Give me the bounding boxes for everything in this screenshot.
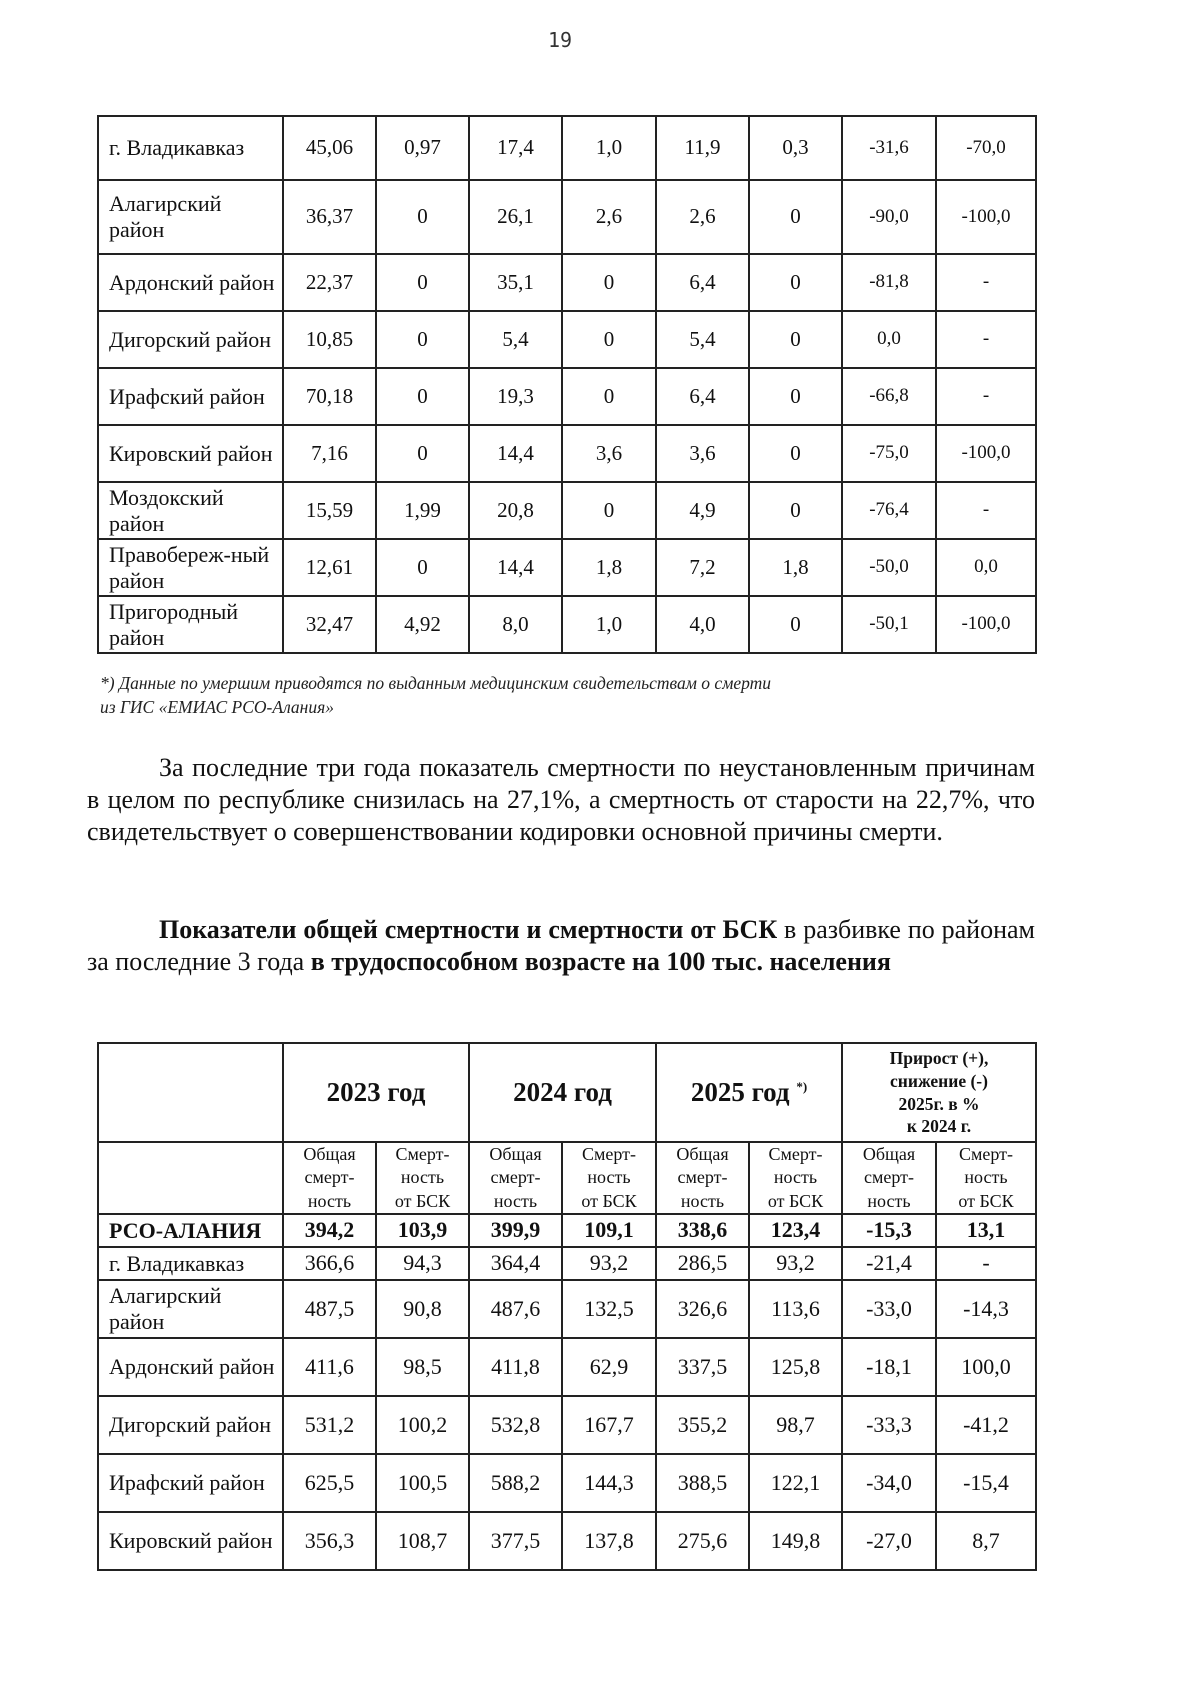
value-cell: - <box>936 482 1036 539</box>
subheader-cvd-mortality <box>936 1142 1036 1214</box>
subheader-line: Общая <box>489 1144 542 1164</box>
value-cell: 13,1 <box>936 1214 1036 1247</box>
value-cell: 45,06 <box>283 116 376 180</box>
value-cell: 10,85 <box>283 311 376 368</box>
footnote-line: *) Данные по умершим приводятся по выданным медицинским свидетельствам о смерти <box>100 673 772 693</box>
value-cell: 1,8 <box>749 539 842 596</box>
value-cell: 4,92 <box>376 596 469 653</box>
working-age-mortality-table <box>97 1042 1037 1571</box>
table-row <box>98 1280 1036 1338</box>
value-cell: 90,8 <box>376 1280 469 1338</box>
value-cell: 0 <box>376 425 469 482</box>
subheader-line: ность <box>400 1167 445 1188</box>
value-cell: 0 <box>376 311 469 368</box>
value-cell: 394,2 <box>283 1214 376 1247</box>
value-cell: -75,0 <box>842 425 936 482</box>
value-cell: -100,0 <box>936 425 1036 482</box>
value-cell: 11,9 <box>656 116 749 180</box>
value-cell: 2,6 <box>562 180 656 254</box>
value-cell: 377,5 <box>469 1512 562 1570</box>
page-number: 19 <box>547 28 573 52</box>
value-cell: -90,0 <box>842 180 936 254</box>
caption-bold-part: в трудоспособном возрасте на 100 тыс. населения <box>310 947 891 976</box>
caption-bold-part: Показатели общей смертности и смертности от БСК <box>159 915 778 944</box>
value-cell: -66,8 <box>842 368 936 425</box>
region-cell: Ардонский район <box>98 1338 283 1396</box>
subheader-line: ность <box>773 1167 818 1188</box>
value-cell: 3,6 <box>562 425 656 482</box>
region-cell: Ардонский район <box>98 254 283 311</box>
subheader-total-mortality <box>469 1142 562 1214</box>
table-row <box>98 482 1036 539</box>
table-header-row <box>98 1043 1036 1142</box>
table-row <box>98 116 1036 180</box>
subheader-line: ность <box>307 1190 352 1211</box>
subheader-line: ность <box>867 1190 911 1211</box>
value-cell: 1,99 <box>376 482 469 539</box>
value-cell: 0 <box>562 482 656 539</box>
footnote-line: из ГИС «ЕМИАС РСО-Алания» <box>100 696 334 717</box>
value-cell: 0,3 <box>749 116 842 180</box>
year-header: 2024 год <box>469 1043 656 1142</box>
value-cell: 487,5 <box>283 1280 376 1338</box>
subheader-line: Смерт- <box>581 1144 636 1164</box>
table-row <box>98 1338 1036 1396</box>
value-cell: 0,97 <box>376 116 469 180</box>
value-cell: 14,4 <box>469 425 562 482</box>
growth-header-line: снижение (-) <box>890 1070 988 1091</box>
value-cell: 0 <box>376 254 469 311</box>
table-row <box>98 311 1036 368</box>
value-cell: 123,4 <box>749 1214 842 1247</box>
value-cell: 62,9 <box>562 1338 656 1396</box>
value-cell: 14,4 <box>469 539 562 596</box>
value-cell: 12,61 <box>283 539 376 596</box>
value-cell: 326,6 <box>656 1280 749 1338</box>
value-cell: - <box>936 254 1036 311</box>
value-cell: -41,2 <box>936 1396 1036 1454</box>
region-cell: Моздокский район <box>98 482 283 539</box>
value-cell: 7,2 <box>656 539 749 596</box>
caption-normal-part: в разбивке по районам за последние 3 года <box>87 915 1035 976</box>
table-row <box>98 1396 1036 1454</box>
value-cell: 6,4 <box>656 368 749 425</box>
region-cell: РСО-АЛАНИЯ <box>98 1214 283 1247</box>
value-cell: 0 <box>749 368 842 425</box>
subheader-line: Смерт- <box>395 1144 450 1164</box>
value-cell: 32,47 <box>283 596 376 653</box>
value-cell: 17,4 <box>469 116 562 180</box>
growth-header-line: Прирост (+), <box>889 1048 989 1068</box>
value-cell: 7,16 <box>283 425 376 482</box>
subheader-line: смерт- <box>304 1167 355 1188</box>
value-cell: 399,9 <box>469 1214 562 1247</box>
value-cell: 36,37 <box>283 180 376 254</box>
value-cell: -34,0 <box>842 1454 936 1512</box>
region-cell: Дигорский район <box>98 311 283 368</box>
subheader-line: ность <box>587 1167 631 1188</box>
value-cell: 122,1 <box>749 1454 842 1512</box>
subheader-line: ность <box>964 1167 1008 1188</box>
year-header: 2023 год <box>283 1043 469 1142</box>
value-cell: 167,7 <box>562 1396 656 1454</box>
value-cell: -15,4 <box>936 1454 1036 1512</box>
value-cell: -33,3 <box>842 1396 936 1454</box>
subheader-line: Смерт- <box>768 1144 823 1164</box>
value-cell: 487,6 <box>469 1280 562 1338</box>
subheader-line: от БСК <box>394 1190 451 1211</box>
value-cell: 0 <box>562 311 656 368</box>
value-cell: -33,0 <box>842 1280 936 1338</box>
body-paragraph: За последние три года показатель смертности по неустановленным причинам в целом по республике снизилась на 27,1%, а смертность от старости на 22,7%, что свидетельствует о совершенствовании кодировки основной причины смерти. <box>87 753 1035 846</box>
subheader-line: от БСК <box>581 1190 637 1211</box>
value-cell: 1,8 <box>562 539 656 596</box>
value-cell: 1,0 <box>562 116 656 180</box>
value-cell: 0 <box>749 180 842 254</box>
value-cell: -31,6 <box>842 116 936 180</box>
subheader-line: смерт- <box>677 1167 728 1188</box>
value-cell: -76,4 <box>842 482 936 539</box>
value-cell: -100,0 <box>936 596 1036 653</box>
value-cell: 98,7 <box>749 1396 842 1454</box>
value-cell: 364,4 <box>469 1247 562 1280</box>
value-cell: 19,3 <box>469 368 562 425</box>
region-cell: Кировский район <box>98 1512 283 1570</box>
region-cell: Кировский район <box>98 425 283 482</box>
table-row <box>98 539 1036 596</box>
table-row <box>98 1454 1036 1512</box>
value-cell: 338,6 <box>656 1214 749 1247</box>
growth-header <box>842 1043 1036 1142</box>
value-cell: 22,37 <box>283 254 376 311</box>
value-cell: 366,6 <box>283 1247 376 1280</box>
value-cell: 0 <box>562 254 656 311</box>
footnote <box>100 672 1000 719</box>
value-cell: 108,7 <box>376 1512 469 1570</box>
region-cell: Дигорский район <box>98 1396 283 1454</box>
value-cell: 93,2 <box>562 1247 656 1280</box>
value-cell: 6,4 <box>656 254 749 311</box>
subheader-line: ность <box>680 1190 725 1211</box>
value-cell: 0 <box>749 596 842 653</box>
value-cell: 355,2 <box>656 1396 749 1454</box>
value-cell: 0 <box>749 425 842 482</box>
value-cell: 275,6 <box>656 1512 749 1570</box>
value-cell: -21,4 <box>842 1247 936 1280</box>
value-cell: -81,8 <box>842 254 936 311</box>
subheader-line: смерт- <box>864 1167 914 1188</box>
region-cell: Ирафский район <box>98 1454 283 1512</box>
value-cell: 15,59 <box>283 482 376 539</box>
value-cell: 0,0 <box>842 311 936 368</box>
value-cell: -14,3 <box>936 1280 1036 1338</box>
value-cell: 532,8 <box>469 1396 562 1454</box>
value-cell: 20,8 <box>469 482 562 539</box>
subheader-total-mortality <box>283 1142 376 1214</box>
value-cell: -100,0 <box>936 180 1036 254</box>
region-cell: Правобереж-ный район <box>98 539 283 596</box>
region-cell: Алагирский район <box>98 180 283 254</box>
subheader-line: Смерт- <box>958 1144 1013 1164</box>
value-cell: 98,5 <box>376 1338 469 1396</box>
value-cell: 26,1 <box>469 180 562 254</box>
subheader-line: Общая <box>303 1144 356 1164</box>
year-footnote-mark: *) <box>796 1079 808 1095</box>
table-row <box>98 254 1036 311</box>
value-cell: 531,2 <box>283 1396 376 1454</box>
value-cell: -27,0 <box>842 1512 936 1570</box>
value-cell: 337,5 <box>656 1338 749 1396</box>
value-cell: 125,8 <box>749 1338 842 1396</box>
value-cell: 0 <box>749 254 842 311</box>
value-cell: -50,0 <box>842 539 936 596</box>
region-cell: Ирафский район <box>98 368 283 425</box>
table-subheader-row <box>98 1142 1036 1214</box>
value-cell: 411,8 <box>469 1338 562 1396</box>
region-cell: Алагирский район <box>98 1280 283 1338</box>
value-cell: 411,6 <box>283 1338 376 1396</box>
value-cell: - <box>936 1247 1036 1280</box>
value-cell: 93,2 <box>749 1247 842 1280</box>
value-cell: 388,5 <box>656 1454 749 1512</box>
value-cell: -50,1 <box>842 596 936 653</box>
region-cell: Пригородный район <box>98 596 283 653</box>
value-cell: 149,8 <box>749 1512 842 1570</box>
table-row <box>98 180 1036 254</box>
growth-header-line: к 2024 г. <box>906 1116 972 1137</box>
value-cell: 356,3 <box>283 1512 376 1570</box>
value-cell: 100,5 <box>376 1454 469 1512</box>
value-cell: 2,6 <box>656 180 749 254</box>
value-cell: 70,18 <box>283 368 376 425</box>
value-cell: 100,0 <box>936 1338 1036 1396</box>
value-cell: -70,0 <box>936 116 1036 180</box>
value-cell: 5,4 <box>656 311 749 368</box>
subheader-total-mortality <box>842 1142 936 1214</box>
year-header-label: 2025 год <box>690 1077 790 1108</box>
subheader-cvd-mortality <box>749 1142 842 1214</box>
value-cell: 0 <box>376 368 469 425</box>
table-row <box>98 1247 1036 1280</box>
subheader-line: ность <box>493 1190 538 1211</box>
value-cell: 100,2 <box>376 1396 469 1454</box>
value-cell: 0 <box>376 539 469 596</box>
table-row-total <box>98 1214 1036 1247</box>
subheader-line: смерт- <box>490 1167 541 1188</box>
value-cell: 4,0 <box>656 596 749 653</box>
value-cell: 0,0 <box>936 539 1036 596</box>
value-cell: 286,5 <box>656 1247 749 1280</box>
value-cell: -15,3 <box>842 1214 936 1247</box>
value-cell: 0 <box>376 180 469 254</box>
value-cell: 0 <box>749 311 842 368</box>
year-header-2025 <box>656 1043 842 1142</box>
value-cell: 625,5 <box>283 1454 376 1512</box>
table-row <box>98 425 1036 482</box>
value-cell: 35,1 <box>469 254 562 311</box>
subheader-total-mortality <box>656 1142 749 1214</box>
value-cell: -18,1 <box>842 1338 936 1396</box>
value-cell: 144,3 <box>562 1454 656 1512</box>
table-row <box>98 368 1036 425</box>
value-cell: 4,9 <box>656 482 749 539</box>
region-cell: г. Владикавказ <box>98 1247 283 1280</box>
value-cell: 94,3 <box>376 1247 469 1280</box>
subheader-line: от БСК <box>767 1190 824 1211</box>
value-cell: - <box>936 368 1036 425</box>
growth-header-line: 2025г. в % <box>898 1093 980 1114</box>
subheader-line: Общая <box>862 1144 916 1164</box>
subheader-line: Общая <box>676 1144 729 1164</box>
empty-header-cell <box>98 1142 283 1214</box>
value-cell: 109,1 <box>562 1214 656 1247</box>
value-cell: 0 <box>749 482 842 539</box>
value-cell: 113,6 <box>749 1280 842 1338</box>
value-cell: 103,9 <box>376 1214 469 1247</box>
value-cell: 3,6 <box>656 425 749 482</box>
table-row <box>98 1512 1036 1570</box>
table-caption-paragraph <box>87 914 1035 978</box>
subheader-line: от БСК <box>958 1190 1014 1211</box>
value-cell: - <box>936 311 1036 368</box>
subheader-cvd-mortality <box>562 1142 656 1214</box>
value-cell: 8,0 <box>469 596 562 653</box>
value-cell: 588,2 <box>469 1454 562 1512</box>
subheader-cvd-mortality <box>376 1142 469 1214</box>
value-cell: 5,4 <box>469 311 562 368</box>
empty-header-cell <box>98 1043 283 1142</box>
value-cell: 137,8 <box>562 1512 656 1570</box>
district-mortality-table-top <box>97 115 1037 654</box>
value-cell: 132,5 <box>562 1280 656 1338</box>
table-row <box>98 596 1036 653</box>
value-cell: 8,7 <box>936 1512 1036 1570</box>
region-cell: г. Владикавказ <box>98 116 283 180</box>
value-cell: 0 <box>562 368 656 425</box>
value-cell: 1,0 <box>562 596 656 653</box>
